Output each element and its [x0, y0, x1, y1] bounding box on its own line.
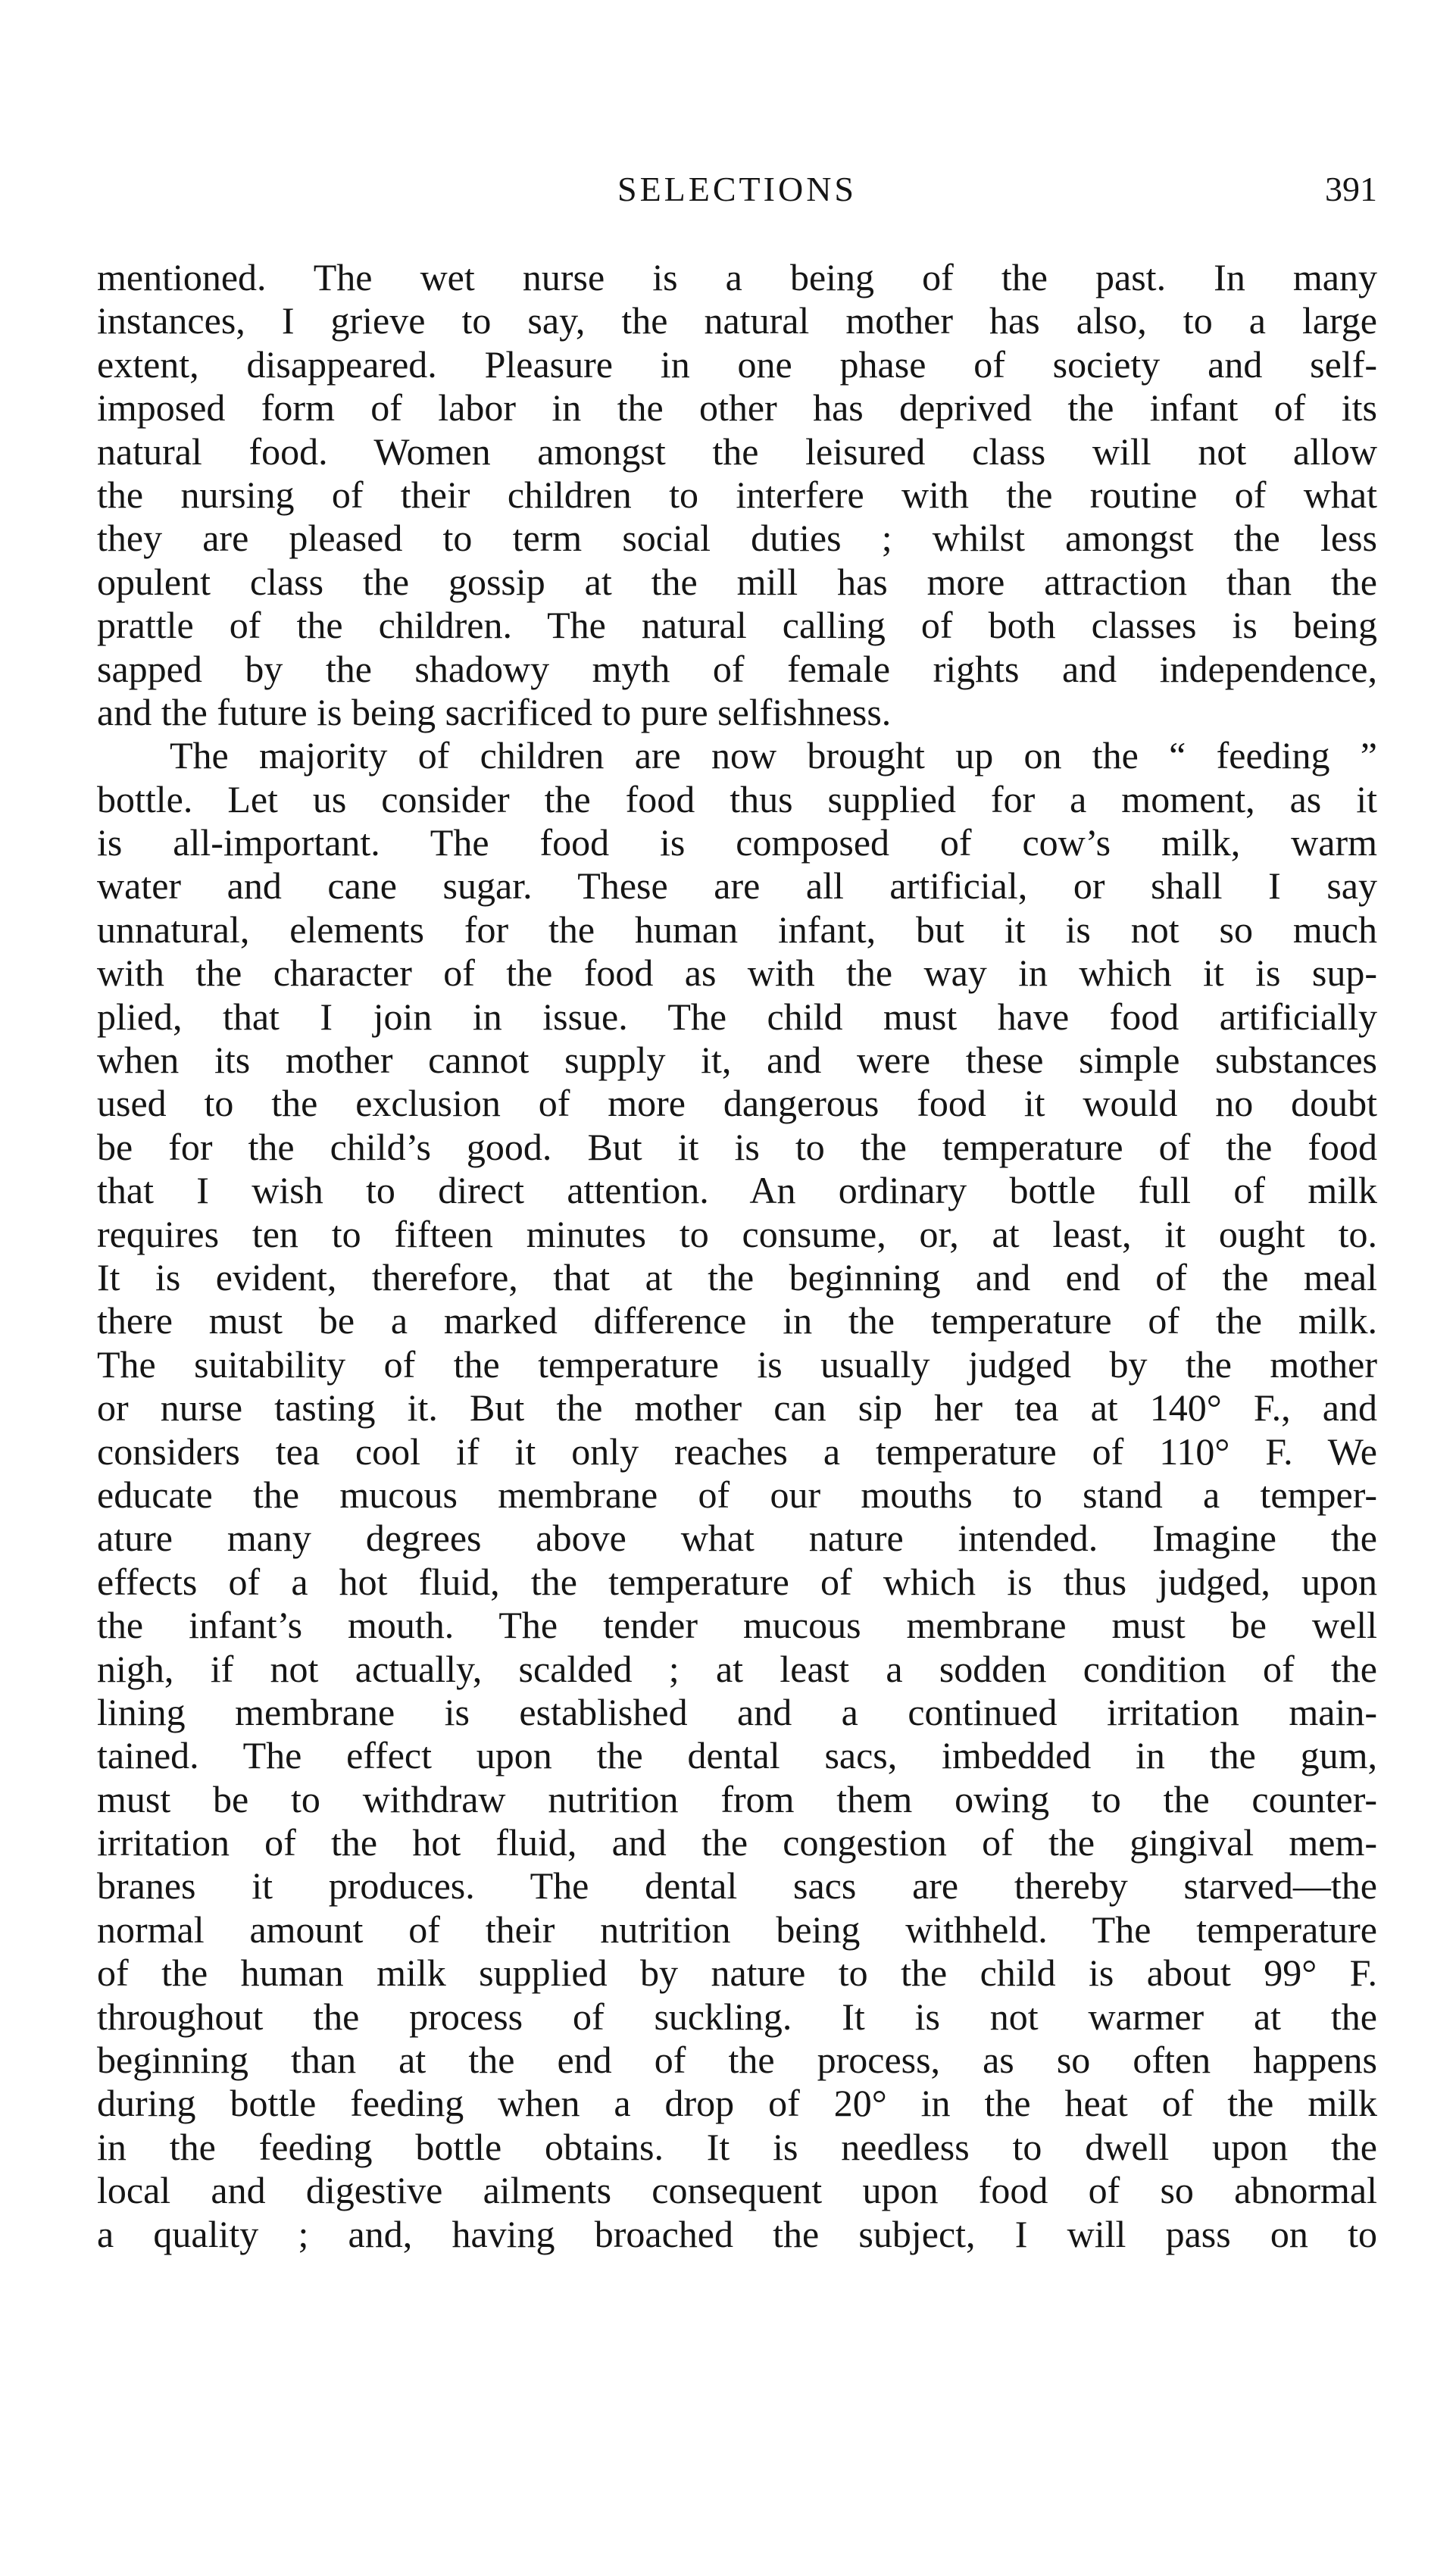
text-line: mentioned. The wet nurse is a being of the past. In many [97, 256, 1377, 298]
text-line: sapped by the shadowy myth of female rights and independence, [97, 647, 1377, 690]
text-line: water and cane sugar. These are all artificial, or shall I say [97, 864, 1377, 908]
text-line: extent, disappeared. Pleasure in one phase of society and self- [97, 342, 1377, 386]
text-line: requires ten to fifteen minutes to consume, or, at least, it ought to. [97, 1212, 1377, 1255]
text-line: plied, that I join in issue. The child must have food artificially [97, 995, 1377, 1038]
text-line: effects of a hot fluid, the temperature of which is thus judged, upon [97, 1560, 1377, 1603]
text-line: lining membrane is established and a continued irritation main- [97, 1690, 1377, 1733]
text-line: irritation of the hot fluid, and the congestion of the gingival mem- [97, 1821, 1377, 1864]
page-number: 391 [1325, 170, 1377, 208]
text-line: nigh, if not actually, scalded ; at least a sodden condition of the [97, 1647, 1377, 1690]
text-line: The suitability of the temperature is usually judged by the mother [97, 1342, 1377, 1386]
text-line: a quality ; and, having broached the subject, I will pass on to [97, 2212, 1377, 2255]
running-head [97, 165, 1377, 214]
text-line: It is evident, therefore, that at the beginning and end of the meal [97, 1255, 1377, 1298]
text-line: branes it produces. The dental sacs are thereby starved—the [97, 1864, 1377, 1908]
text-line: when its mother cannot supply it, and were these simple substances [97, 1039, 1377, 1082]
text-line: instances, I grieve to say, the natural mother has also, to a large [97, 299, 1377, 342]
text-line: The majority of children are now brought up on the “ feeding ” [170, 734, 1377, 777]
text-line: they are pleased to term social duties ; whilst amongst the less [97, 517, 1377, 560]
text-line: ature many degrees above what nature intended. Imagine the [97, 1517, 1377, 1560]
text-line: opulent class the gossip at the mill has more attraction than the [97, 560, 1377, 603]
text-line: throughout the process of suckling. It is not warmer at the [97, 1995, 1377, 2038]
running-title: SELECTIONS [617, 170, 857, 208]
text-line: beginning than at the end of the process, as so often happens [97, 2039, 1377, 2082]
text-line: of the human milk supplied by nature to the child is about 99° F. [97, 1951, 1377, 1995]
text-line: prattle of the children. The natural calling of both classes is being [97, 604, 1377, 647]
body-text [97, 256, 1377, 2256]
text-line: or nurse tasting it. But the mother can sip her tea at 140° F., and [97, 1386, 1377, 1430]
text-line: unnatural, elements for the human infant, but it is not so much [97, 908, 1377, 951]
text-line: that I wish to direct attention. An ordinary bottle full of milk [97, 1169, 1377, 1212]
text-line: the infant’s mouth. The tender mucous membrane must be well [97, 1604, 1377, 1647]
text-line: and the future is being sacrificed to pure selfishness. [97, 690, 892, 733]
text-line: in the feeding bottle obtains. It is needless to dwell upon the [97, 2125, 1377, 2168]
text-line: local and digestive ailments consequent upon food of so abnormal [97, 2169, 1377, 2212]
text-line: there must be a marked difference in the temperature of the milk. [97, 1299, 1377, 1342]
text-line: tained. The effect upon the dental sacs, imbedded in the gum, [97, 1734, 1377, 1777]
text-line: educate the mucous membrane of our mouths to stand a temper- [97, 1473, 1377, 1516]
text-line: must be to withdraw nutrition from them owing to the counter- [97, 1777, 1377, 1820]
text-line: the nursing of their children to interfere with the routine of what [97, 473, 1377, 516]
text-line: considers tea cool if it only reaches a temperature of 110° F. We [97, 1430, 1377, 1473]
text-line: natural food. Women amongst the leisured class will not allow [97, 430, 1377, 473]
text-line: be for the child’s good. But it is to the temperature of the food [97, 1125, 1377, 1168]
text-line: bottle. Let us consider the food thus supplied for a moment, as it [97, 777, 1377, 820]
paragraph-continuation [97, 256, 1377, 734]
text-line: normal amount of their nutrition being withheld. The temperature [97, 1908, 1377, 1951]
text-line: during bottle feeding when a drop of 20° in the heat of the milk [97, 2082, 1377, 2125]
text-line: imposed form of labor in the other has deprived the infant of its [97, 386, 1377, 430]
paragraph-feeding-bottle [97, 734, 1377, 2256]
text-line: is all-important. The food is composed of cow’s milk, warm [97, 821, 1377, 864]
text-line: used to the exclusion of more dangerous food it would no doubt [97, 1082, 1377, 1125]
text-line: with the character of the food as with the way in which it is sup- [97, 952, 1377, 995]
